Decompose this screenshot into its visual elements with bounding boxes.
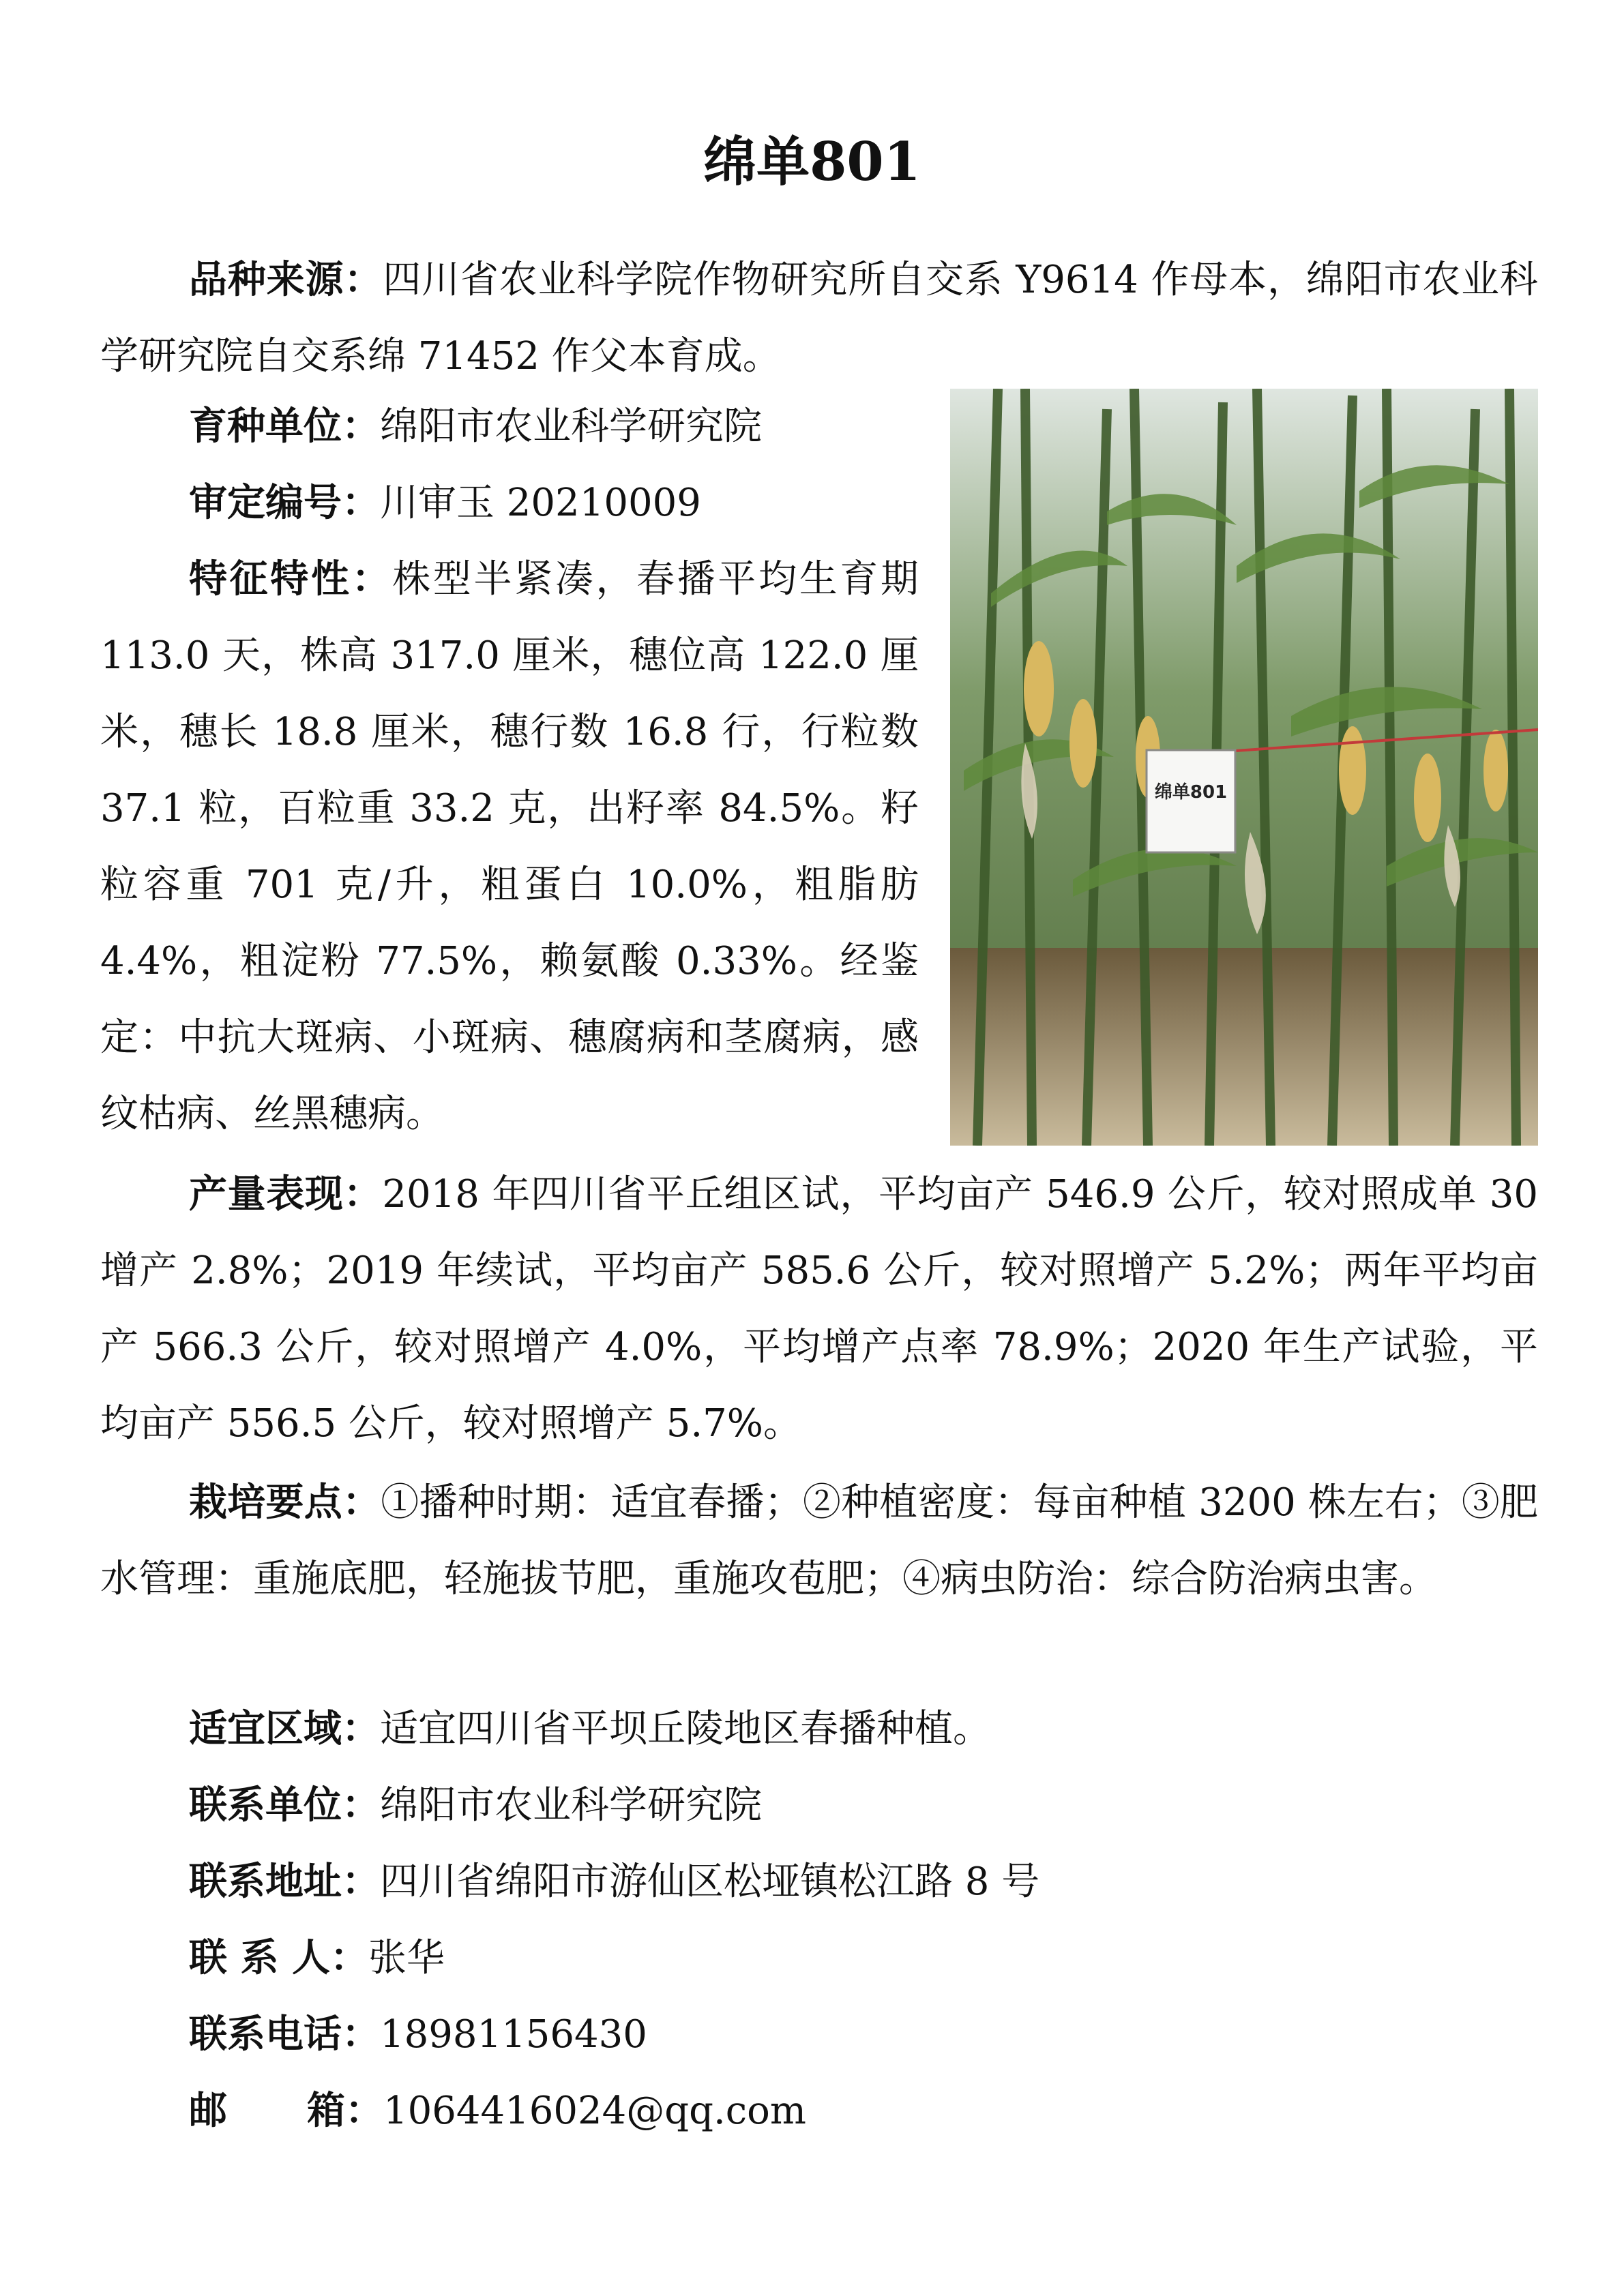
approval-line: [189, 465, 701, 541]
contact-unit-text: 绵阳市农业科学研究院: [380, 1783, 762, 1828]
contact-address-line: [189, 1844, 1039, 1920]
contact-phone-line: [189, 1997, 647, 2073]
contact-unit-line: [189, 1768, 762, 1844]
email-text: 1064416024@qq.com: [383, 2089, 806, 2133]
region-line: [189, 1691, 991, 1768]
approval-label: 审定编号：: [189, 481, 380, 525]
contact-address-label: 联系地址：: [189, 1860, 380, 1904]
email-line: [189, 2073, 806, 2149]
yield-label: 产量表现：: [189, 1172, 383, 1217]
breeder-text: 绵阳市农业科学研究院: [380, 404, 762, 449]
page-title: 绵单801: [703, 131, 921, 193]
breeder-label: 育种单位：: [189, 404, 380, 449]
contact-phone-text: 18981156430: [380, 2012, 647, 2057]
cultivation-label: 栽培要点：: [189, 1480, 381, 1525]
approval-text: 川审玉 20210009: [380, 481, 701, 525]
yield-text: 2018 年四川省平丘组区试，平均亩产 546.9 公斤，较对照成单 30 增产 2.8%；2019 年续试，平均亩产 585.6 公斤，较对照增产 5.2%；两年平均亩产 566.3 公斤，较对照增产 4.0%，平均增产点率 78.9%；2020 年生产试验，平均亩产 556.5 公斤，较对照增产 5.7%。: [100, 1172, 1539, 1446]
region-label: 适宜区域：: [189, 1707, 380, 1751]
contact-address-text: 四川省绵阳市游仙区松垭镇松江路 8 号: [380, 1860, 1040, 1904]
cultivation-text: ①播种时期：适宜春播；②种植密度：每亩种植 3200 株左右；③肥水管理：重施底肥，轻施拔节肥，重施攻苞肥；④病虫防治：综合防治病虫害。: [100, 1480, 1539, 1601]
traits-paragraph: [100, 541, 919, 1152]
corn-field-illustration: [950, 389, 1538, 1146]
contact-phone-label: 联系电话：: [189, 2012, 380, 2057]
variety-source: [100, 242, 1538, 395]
contact-person-line: [189, 1920, 445, 1997]
contact-person-label: 联 系 人：: [189, 1936, 368, 1980]
email-label: 邮 箱：: [189, 2089, 383, 2133]
variety-source-label: 品种来源：: [189, 258, 383, 302]
contact-person-text: 张华: [368, 1936, 445, 1980]
breeder-line: [189, 389, 762, 465]
corn-field-photo: [950, 389, 1538, 1146]
traits-text: 株型半紧凑，春播平均生育期 113.0 天，株高 317.0 厘米，穗位高 122.0 厘米，穗长 18.8 厘米，穗行数 16.8 行，行粒数 37.1 粒，百粒重 33.2 克，出籽率 84.5%。籽粒容重 701 克/升，粗蛋白 10.0%，粗脂肪 4.4%，粗淀粉 77.5%，赖氨酸 0.33%。经鉴定：中抗大斑病、小斑病、穗腐病和茎腐病，感纹枯病、丝黑穗病。: [100, 557, 919, 1136]
yield-paragraph: [100, 1157, 1538, 1462]
variety-source-text: 四川省农业科学院作物研究所自交系 Y9614 作母本，绵阳市农业科学研究院自交系绵 71452 作父本育成。: [100, 258, 1539, 378]
sign-text: 绵单801: [1154, 782, 1228, 803]
region-text: 适宜四川省平坝丘陵地区春播种植。: [380, 1707, 991, 1751]
traits-label: 特征特性：: [189, 557, 393, 601]
cultivation-paragraph: [100, 1465, 1538, 1617]
contact-unit-label: 联系单位：: [189, 1783, 380, 1828]
